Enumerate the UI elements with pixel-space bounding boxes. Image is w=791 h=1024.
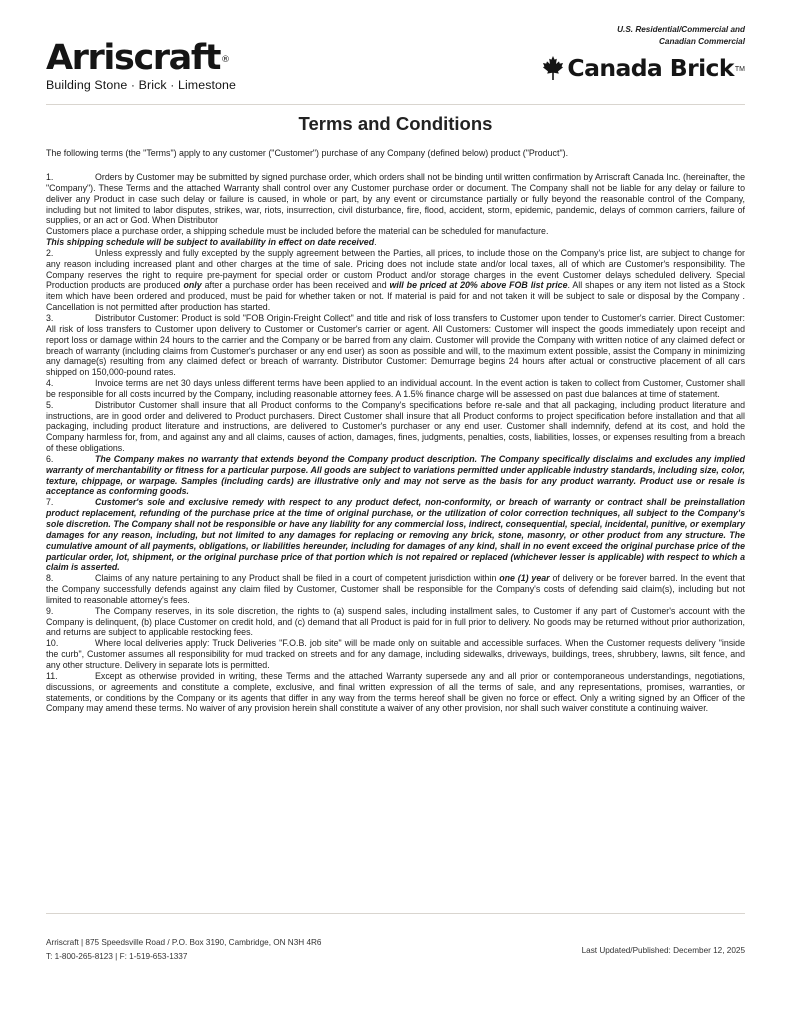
term-text: Customers place a purchase order, a shipping schedule must be included before the material can be scheduled for manufacture.	[46, 226, 549, 237]
term-4	[46, 378, 745, 400]
term-text: . All shapes or any item not listed as a Stock item which have been ordered and produced, must be paid for whether taken or not. If material is paid for and not taken it will be subject to sale or disposal by the Company . Cancellation is not permitted after production has started.	[46, 280, 745, 313]
term-1-schedule-note	[46, 237, 745, 248]
term-9	[46, 606, 745, 639]
term-emphasis: will be priced at 20% above FOB list price	[389, 280, 568, 291]
term-text: Unless expressly and fully excepted by the supply agreement between the Parties, all prices, to include those on the Company's price list, are subject to change for any reason including increased plant and other charges at the time of sale. Pricing does not include state and/or local taxes, all of which are Customer's responsibility. The Company reserves the right to require pre-payment for special order or custom Product and/or storage charges in the event Customer delays scheduled delivery. Special Production products are produced	[46, 247, 745, 291]
intro-paragraph: The following terms (the "Terms") apply to any customer ("Customer") purchase of any Company (defined below) product ("Product").	[46, 148, 569, 158]
term-1	[46, 172, 745, 226]
term-emphasis: only	[183, 280, 202, 291]
footer-contact	[46, 936, 321, 964]
maple-leaf-icon	[543, 56, 563, 80]
canada-brick-subtitle-line-1: U.S. Residential/Commercial and	[617, 25, 745, 34]
term-number: 8.	[46, 573, 54, 584]
term-11	[46, 671, 745, 714]
term-6	[46, 454, 745, 497]
term-number: 9.	[46, 605, 54, 616]
term-emphasis: Customer's sole and exclusive remedy with respect to any product defect, non-conformity, or breach of warranty or contract shall be preinstallation product replacement, refunding of the purchase price at the time of original purchase, or the utilization of color correction techniques, all subject to the Company's sole discretion. The Company shall not be responsible or have any liability for any commercial loss, indirect, consequential, special, incidental, punitive, or exemplary damages for any reason, including, but not limited to any damages for replacing or removing any brick, stone, masonry, or other product from any structure. The cumulative amount of all payments, obligations, or liabilities hereunder, including for damages of any kind, shall in no event exceed the original purchase price of the particular order, lot, shipment, or the original purchase price of that portion which is not repaired or replaced (whichever lesser is applicable) with respect to which a claim is asserted.	[46, 497, 745, 573]
term-number: 5.	[46, 399, 54, 410]
term-number: 6.	[46, 453, 54, 464]
term-text: after a purchase order has been received and	[204, 280, 387, 291]
term-number: 1.	[46, 172, 54, 182]
arriscraft-tagline: Building Stone · Brick · Limestone	[46, 78, 237, 92]
term-number: 4.	[46, 378, 54, 389]
footer-divider	[46, 913, 745, 914]
term-emphasis: This shipping schedule will be subject to availability in effect on date received	[46, 237, 375, 248]
term-text: Distributor Customer shall insure that all Product conforms to the Company's specifications before re-sale and that all packaging, including product literature and instructions, are in good order and delivered to Product purchasers. Direct Customer shall insure that all Product conforms to project specification before installation and that all packaging, including product literature and instructions, are delivered to Customer's purchaser or any end user. Customer shall indemnify, defend at its cost, and hold the Company harmless for, from, and against any and all claims, causes of action, damages, fines, judgments, penalties, costs, liabilities, losses, or expenses resulting from a breach of these obligations.	[46, 399, 745, 454]
term-text: of delivery or be forever barred. In the event that the Company successfully defends against any claim filed by Customer, Customer shall be responsible for the Company's costs of defending said claim(s), including but not limited to reasonable attorney's fees.	[46, 573, 745, 605]
term-text: Where local deliveries apply: Truck Deliveries "F.O.B. job site" will be made only on suitable and accessible surfaces. When the Customer requests delivery "inside the curb", Customer assumes all responsibility for mud tracked on streets and for any damage, including sidewalks, driveways, buildings, trees, shrubbery, lawns, silt fence, and any other structure. Delivery in separate lots is permitted.	[46, 638, 745, 670]
term-text: Orders by Customer may be submitted by signed purchase order, which orders shall not be binding until written confirmation by Arriscraft Canada Inc. (hereinafter, the "Company"). These Terms and the attached Warranty shall control over any Customer purchase order or document. The Company shall not be liable for any delay or failure to deliver any Product in case such delay or failure is caused, in whole or part, by any event or circumstance partially or fully beyond the reasonable control of the Company, including but not limited to labor disputes, strikes, war, riots, insurrection, civil disturbance, fire, flood, accident, storm, epidemic, pandemic, delays of common carriers, failure of supplies, or an act or God. When Distributor	[46, 172, 745, 226]
term-2	[46, 248, 745, 313]
term-text: Claims of any nature pertaining to any Product shall be filed in a court of competent jurisdiction within	[95, 573, 497, 584]
arriscraft-wordmark: Arriscraft	[46, 38, 221, 78]
term-7	[46, 497, 745, 573]
term-number: 10.	[46, 638, 59, 649]
canada-brick-wordmark: Canada Brick	[567, 54, 734, 82]
term-text: .	[374, 237, 377, 248]
footer-address: Arriscraft | 875 Speedsville Road / P.O. Box 3190, Cambridge, ON N3H 4R6	[46, 938, 322, 947]
trademark-mark: TM	[734, 65, 745, 73]
canada-brick-logo	[485, 24, 745, 83]
term-1-schedule	[46, 226, 745, 237]
term-text: The Company reserves, in its sole discretion, the rights to (a) suspend sales, including installment sales, to Customer if any part of Customer's account with the Company is delinquent, (b) place Customer on credit hold, and (c) demand that all Product is paid for in full prior to delivery. No goods may be returned without prior authorization, and returns are subject to applicable restocking fees.	[46, 605, 745, 638]
term-3	[46, 313, 745, 378]
term-emphasis: The Company makes no warranty that extends beyond the Company product description. The Company specifically disclaims and excludes any implied warranty of merchantability or fitness for a particular purpose. All goods are subject to variations permitted under applicable industry standards, including size, color, texture, chippage, or warpage. Samples (including cards) are illustrative only and may not serve as the basis for any product warranty. Product use or resale is acceptance as conforming goods.	[46, 453, 745, 497]
footer-phone: T: 1-800-265-8123 | F: 1-519-653-1337	[46, 952, 188, 961]
term-emphasis: one (1) year	[499, 573, 550, 584]
term-text: Distributor Customer: Product is sold "FOB Origin-Freight Collect" and title and risk of loss transfers to Customer upon tender to Customer's carrier. Direct Customer: All risk of loss transfers to Customer upon delivery to Customer or Customer's carrier or agent. All Customers: Customer will inspect the goods immediately upon receipt and report loss or damage within 24 hours to the carrier and the Company or be barred from any claim. Customer will provide the Company with written notice of any claimed defect or breach of warranty (including claims from Customer's purchaser or any end user) as soon as possible and will, to the maximum extent possible, assist the Company in minimizing any damage(s) resulting from any claimed defect or breach of warranty. Distributor Customer: Demurrage begins 24 hours after actual or constructive placement of all cars shipped on 150,000-pound rates.	[46, 312, 745, 378]
term-number: 11.	[46, 670, 58, 681]
term-number: 7.	[46, 497, 54, 508]
page-title: Terms and Conditions	[298, 113, 493, 134]
page-header	[0, 0, 791, 110]
terms-list	[46, 172, 745, 714]
registered-mark: ®	[221, 55, 229, 65]
header-divider	[46, 104, 745, 105]
term-10	[46, 638, 745, 671]
term-number: 2.	[46, 247, 54, 258]
term-text: Except as otherwise provided in writing, these Terms and the attached Warranty supersede any and all prior or contemporaneous understandings, negotiations, discussions, or agreements and constitute a complete, exclusive, and final written expression of all the terms of sale, and any representations, promises, warranties, or statements, or conditions by the Company or its agents that differ in any way from the terms hereof shall be given no force or effect. Only a writing signed by an Officer of the Company may amend these terms. No waiver of any provision herein shall constitute a waiver of any other provision, nor shall such waiver constitute a continuing waiver.	[46, 670, 745, 714]
term-8	[46, 573, 745, 606]
footer-updated-date: Last Updated/Published: December 12, 2025	[581, 946, 745, 955]
term-number: 3.	[46, 312, 54, 323]
canada-brick-subtitle-line-2: Canadian Commercial	[659, 37, 745, 46]
arriscraft-logo	[46, 40, 286, 92]
term-text: Invoice terms are net 30 days unless different terms have been applied to an individual account. In the event action is taken to collect from Customer, Customer shall be responsible for all costs incurred by the Company, including reasonable attorney fees. A 1.5% finance charge will be assessed on past due balances at time of statement.	[46, 378, 745, 399]
term-5	[46, 400, 745, 454]
